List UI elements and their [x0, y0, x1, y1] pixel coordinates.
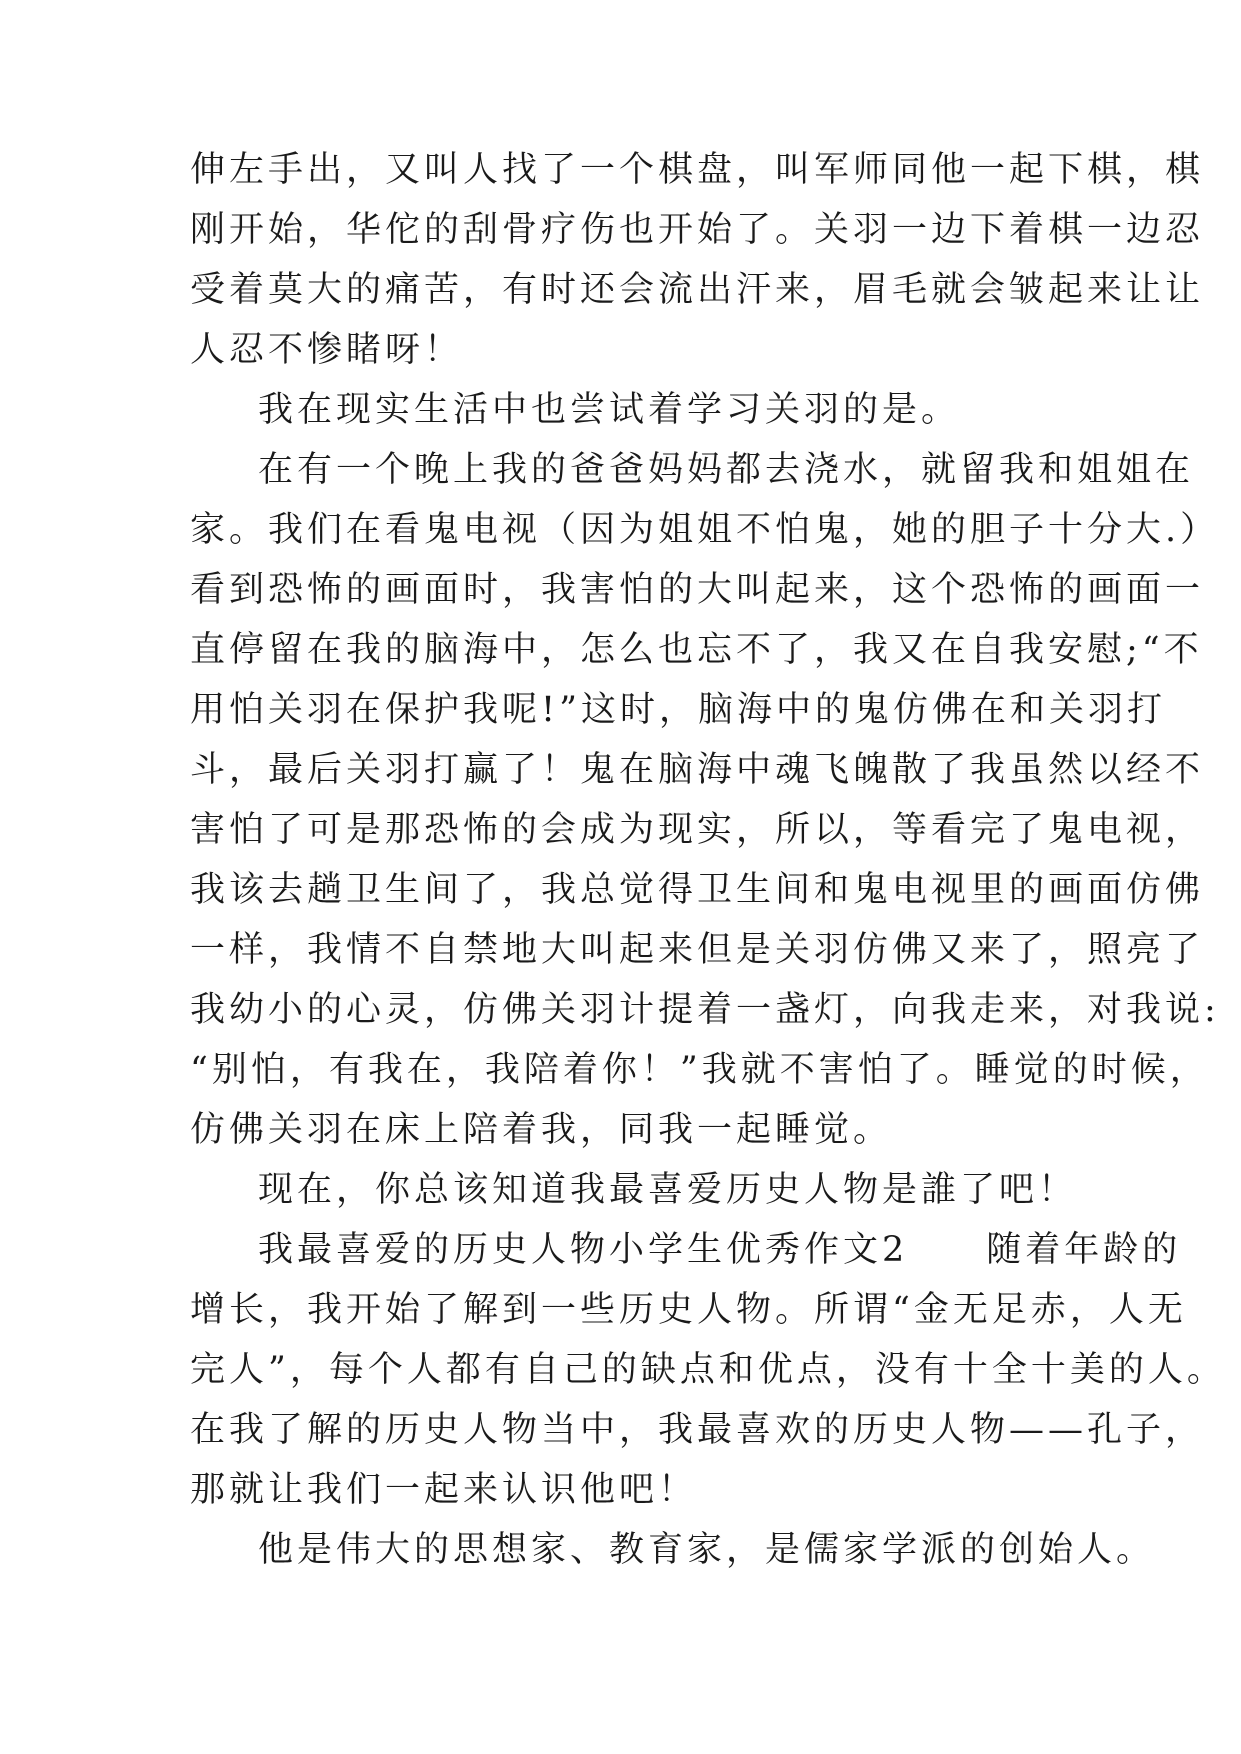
text-line: 一样，我情不自禁地大叫起来但是关羽仿佛又来了，照亮了: [190, 930, 1205, 970]
text-line: 增长，我开始了解到一些历史人物。所谓“金无足赤，人无: [190, 1290, 1187, 1330]
text-line: 仿佛关羽在床上陪着我，同我一起睡觉。: [190, 1110, 893, 1150]
text-line: 斗，最后关羽打赢了！鬼在脑海中魂飞魄散了我虽然以经不: [190, 750, 1205, 790]
text-line: 用怕关羽在保护我呢!”这时，脑海中的鬼仿佛在和关羽打: [190, 690, 1166, 730]
text-line: 直停留在我的脑海中，怎么也忘不了，我又在自我安慰;“不: [190, 630, 1203, 670]
text-line: 受着莫大的痛苦，有时还会流出汗来，眉毛就会皱起来让让: [190, 270, 1205, 310]
text-line: 看到恐怖的画面时，我害怕的大叫起来，这个恐怖的画面一: [190, 570, 1205, 610]
text-line: 那就让我们一起来认识他吧！: [190, 1470, 698, 1510]
paragraph-start: 我最喜爱的历史人物小学生优秀作文2 随着年龄的: [258, 1230, 1182, 1270]
text-line: “别怕，有我在，我陪着你！”我就不害怕了。睡觉的时候，: [190, 1050, 1209, 1090]
text-line: 完人”，每个人都有自己的缺点和优点，没有十全十美的人。: [190, 1350, 1226, 1390]
paragraph-start: 他是伟大的思想家、教育家，是儒家学派的创始人。: [258, 1530, 1156, 1570]
essay-text: [190, 140, 1226, 1580]
text-line: 家。我们在看鬼电视（因为姐姐不怕鬼，她的胆子十分大.）: [190, 510, 1220, 550]
text-line: 我该去趟卫生间了，我总觉得卫生间和鬼电视里的画面仿佛: [190, 870, 1205, 910]
text-line: 害怕了可是那恐怖的会成为现实，所以，等看完了鬼电视，: [190, 810, 1205, 850]
text-line: 在我了解的历史人物当中，我最喜欢的历史人物——孔子，: [190, 1410, 1205, 1450]
text-line: 我幼小的心灵，仿佛关羽计提着一盏灯，向我走来，对我说:: [190, 990, 1220, 1030]
paragraph-start: 在有一个晚上我的爸爸妈妈都去浇水，就留我和姐姐在: [258, 450, 1195, 490]
text-line: 伸左手出，又叫人找了一个棋盘，叫军师同他一起下棋，棋: [190, 150, 1205, 190]
text-line: 人忍不惨睹呀！: [190, 330, 464, 370]
paragraph-start: 现在，你总该知道我最喜爱历史人物是誰了吧！: [258, 1170, 1078, 1210]
paragraph-start: 我在现实生活中也尝试着学习关羽的是。: [258, 390, 961, 430]
text-line: 刚开始，华佗的刮骨疗伤也开始了。关羽一边下着棋一边忍: [190, 210, 1205, 250]
